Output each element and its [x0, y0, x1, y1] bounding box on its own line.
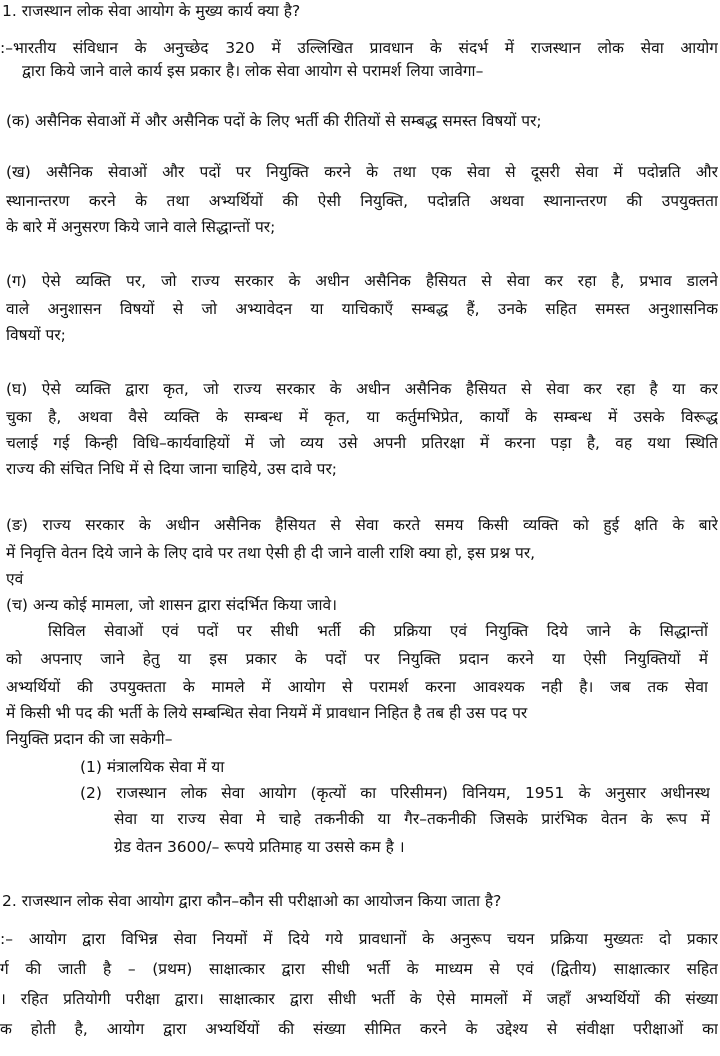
question-2-heading: 2. राजस्थान लोक सेवा आयोग द्वारा कौन–कौन सी परीक्षाओ का आयोजन किया जाता है? [2, 892, 502, 910]
clause-cha: (च) अन्य कोई मामला, जो शासन द्वारा संदर्भित किया जावे। [6, 596, 338, 614]
clause-gha-line: राज्य की संचित निधि में से दिया जाना चाहिये, उस दावे पर; [6, 460, 338, 478]
clause-kha-line: के बारे में अनुसरण किये जाने वाले सिद्धान्तों पर; [6, 218, 276, 236]
sub-item-2-line: (2) राजस्थान लोक सेवा आयोग (कृत्यों का परिसीमन) विनियम, 1951 के अनुसार अधीनस्थ [80, 784, 710, 802]
paragraph-line: में किसी भी पद की भर्ती के लिये सम्बन्धित सेवा नियमें में प्रावधान निहित है तब ही उस पद पर [6, 704, 528, 722]
question-2-answer-line: :– आयोग द्वारा विभिन्न सेवा नियमों में दिये गये प्रावधानों के अनुरूप चयन प्रक्रिया मुख्यतः दो प्रकार [0, 930, 718, 948]
clause-ga-line: वाले अनुशासन विषयों से जो अभ्यावेदन या याचिकाएँ सम्बद्ध हैं, उनके सहित समस्त अनुशासनिक [6, 300, 718, 318]
question-1-answer-line: द्वारा किये जाने वाले कार्य इस प्रकार है। लोक सेवा आयोग से परामर्श लिया जावेगा– [22, 62, 484, 80]
question-1-heading: 1. राजस्थान लोक सेवा आयोग के मुख्य कार्य क्या है? [2, 2, 301, 20]
clause-kha-line: स्थानान्तरण करने के तथा अभ्यर्थियों की ऐसी नियुक्ति, पदोन्नति अथवा स्थानान्तरण की उपयुक्तता [6, 192, 718, 210]
paragraph-line: सिविल सेवाओं एवं पदों पर सीधी भर्ती की प्रक्रिया एवं नियुक्ति दिये जाने के सिद्धान्तों [48, 622, 708, 640]
clause-gha-line: चलाई गई किन्ही विधि–कार्यवाहियों में जो व्यय उसे अपनी प्रतिरक्षा में करना पड़ा है, वह यथा स्थिति [6, 434, 718, 452]
question-2-answer-line: । रहित प्रतियोगी परीक्षा द्वारा। साक्षात्कार द्वारा सीधी भर्ती के ऐसे मामलों में जहाँ अभ्यर्थियों की संख्या [0, 990, 718, 1008]
sub-item-2-line: ग्रेड वेतन 3600/– रूपये प्रतिमाह या उससे कम है । [114, 838, 405, 856]
clause-gha-line: चुका है, अथवा वैसे व्यक्ति के सम्बन्ध में कृत, या कर्तुमभिप्रेत, कार्यों के सम्बन्ध में उसके विरूद्ध [6, 408, 718, 426]
clause-ka: (क) असैनिक सेवाओं में और असैनिक पदों के लिए भर्ती की रीतियों से सम्बद्ध समस्त विषयों पर; [6, 112, 542, 130]
sub-item-2-line: सेवा या राज्य सेवा मे चाहे तकनीकी या गैर–तकनीकी जिसके प्रारंभिक वेतन के रूप में [114, 810, 710, 828]
paragraph-line: नियुक्ति प्रदान की जा सकेगी– [6, 730, 173, 748]
clause-ga-line: विषयों पर; [6, 326, 66, 344]
question-2-answer-line: क होती है, आयोग द्वारा अभ्यर्थियों की संख्या सीमित करने के उद्देश्य से संवीक्षा परीक्षाओं का [0, 1020, 718, 1038]
clause-ga-line: (ग) ऐसे व्यक्ति पर, जो राज्य सरकार के अधीन असैनिक हैसियत से सेवा कर रहा है, प्रभाव डालने [6, 272, 718, 290]
clause-kha-line: (ख) असैनिक सेवाओं और पदों पर नियुक्ति करने के तथा एक सेवा से दूसरी सेवा में पदोन्नति और [6, 163, 718, 181]
paragraph-line: को अपनाए जाने हेतु या इस प्रकार के पदों पर नियुक्ति प्रदान करने या ऐसी नियुक्तियों में [6, 650, 708, 668]
clause-nga-line: में निवृत्ति वेतन दिये जाने के लिए दावे पर तथा ऐसी ही दी जाने वाली राशि क्या हो, इस प्रश्न पर, [6, 544, 536, 562]
question-1-answer-line: :–भारतीय संविधान के अनुच्छेद 320 में उल्लिखित प्रावधान के संदर्भ में राजस्थान लोक सेवा आयोग [0, 39, 718, 57]
sub-item-1: (1) मंत्रालयिक सेवा में या [80, 758, 225, 776]
question-2-answer-line: र्ग की जाती है – (प्रथम) साक्षात्कार द्वारा सीधी भर्ती के माध्यम से एवं (द्वितीय) साक्षात्कार सहित [0, 960, 718, 978]
paragraph-line: अभ्यर्थियों की उपयुक्तता के मामले में आयोग से परामर्श करना आवश्यक नही है। जब तक सेवा [6, 678, 708, 696]
clause-nga-line: एवं [6, 570, 24, 588]
clause-gha-line: (घ) ऐसे व्यक्ति द्वारा कृत, जो राज्य सरकार के अधीन असैनिक हैसियत से सेवा कर रहा है या कर [6, 380, 718, 398]
clause-nga-line: (ङ) राज्य सरकार के अधीन असैनिक हैसियत से सेवा करते समय किसी व्यक्ति को हुई क्षति के बारे [6, 516, 718, 534]
